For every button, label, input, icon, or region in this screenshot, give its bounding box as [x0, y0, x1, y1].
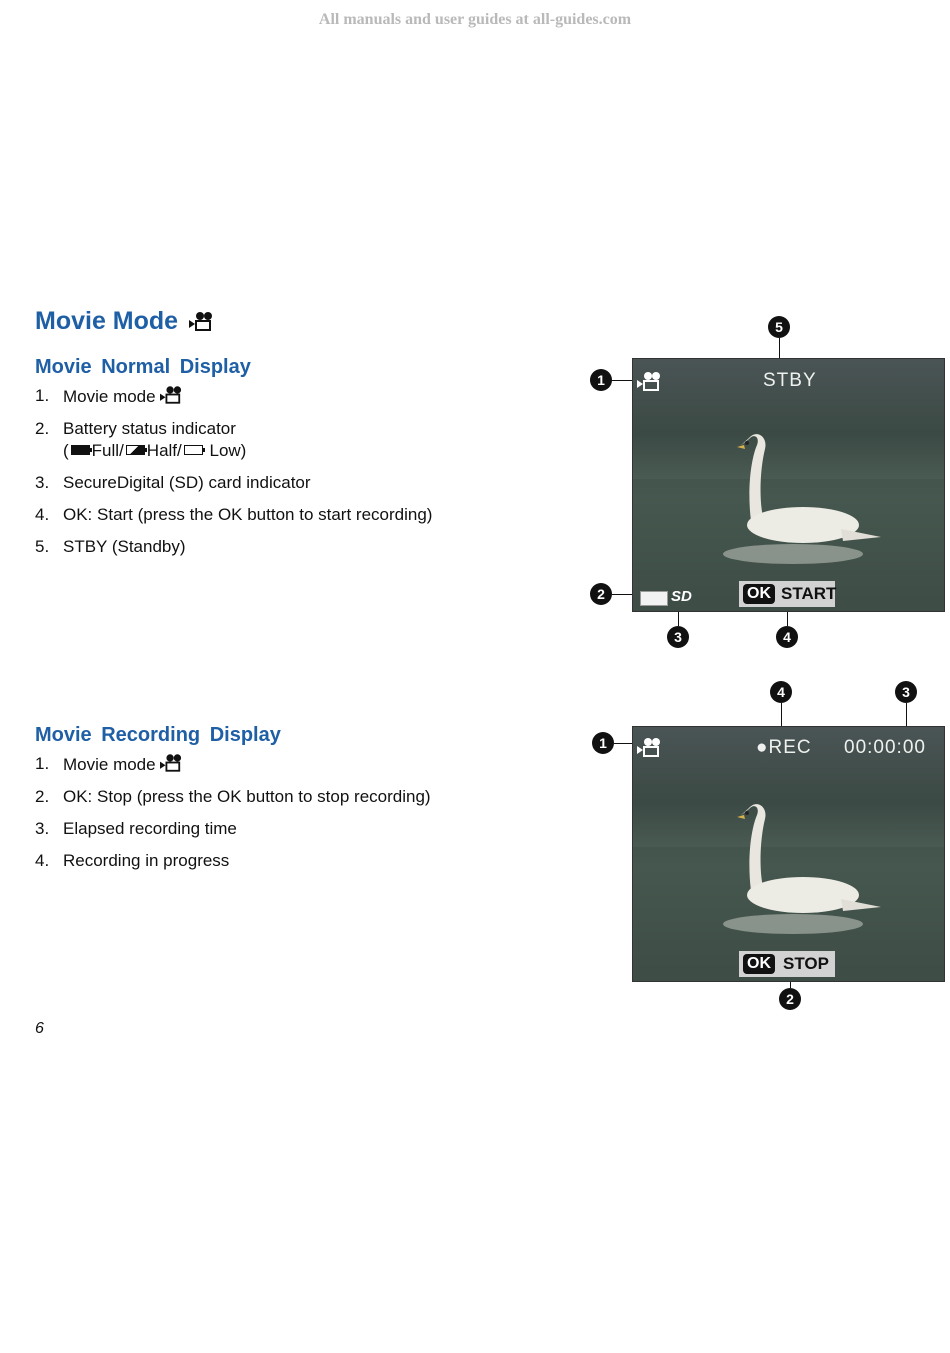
- battery-low-label: Low): [209, 441, 247, 460]
- callout-3: 3: [667, 626, 689, 648]
- normal-display-screen: [632, 358, 945, 612]
- battery-status-icon: [640, 591, 668, 606]
- item-number: 5.: [35, 537, 50, 556]
- recording-indicator: [756, 737, 812, 759]
- list-item: [35, 850, 431, 872]
- stby-indicator: STBY: [763, 370, 817, 391]
- battery-half-icon: [126, 445, 145, 455]
- heading-normal-display: Movie Normal Display: [35, 356, 251, 378]
- start-label: START: [781, 584, 837, 603]
- callout-2: 2: [779, 988, 801, 1010]
- elapsed-time: 00:00:00: [844, 737, 926, 758]
- recording-display-screen: [632, 726, 945, 982]
- battery-half-label: Half/: [146, 441, 182, 460]
- callout-4: 4: [776, 626, 798, 648]
- movie-mode-icon: [637, 737, 661, 757]
- page-number: 6: [35, 1020, 44, 1037]
- item-text: Elapsed recording time: [63, 819, 237, 838]
- list-item: [35, 472, 432, 494]
- item-number: 3.: [35, 473, 50, 492]
- watermark: All manuals and user guides at all-guides.com: [318, 11, 632, 28]
- item-number: 3.: [35, 819, 50, 838]
- list-item: [35, 418, 432, 462]
- title-text: Movie Mode: [35, 307, 179, 335]
- callout-line: [906, 703, 907, 727]
- item-text: Recording in progress: [63, 851, 230, 870]
- callout-3: 3: [895, 681, 917, 703]
- list-item: [35, 753, 431, 776]
- callout-4: 4: [770, 681, 792, 703]
- movie-camera-icon: [160, 385, 182, 404]
- recording-display-list: [35, 753, 431, 882]
- item-number: 2.: [35, 419, 50, 438]
- item-number: 4.: [35, 851, 50, 870]
- battery-full-label: Full/: [91, 441, 124, 460]
- list-item: [35, 385, 432, 408]
- list-item: [35, 536, 432, 558]
- item-number: 2.: [35, 787, 50, 806]
- movie-mode-icon: [637, 371, 661, 391]
- item-text: SecureDigital (SD) card indicator: [63, 473, 311, 492]
- item-text: Movie mode: [63, 755, 156, 774]
- ok-stop-bar: [739, 951, 835, 977]
- stop-label: STOP: [783, 954, 829, 973]
- callout-5: 5: [768, 316, 790, 338]
- page-title: [35, 307, 213, 336]
- list-item: [35, 786, 431, 808]
- item-text: Movie mode: [63, 387, 156, 406]
- callout-2: 2: [590, 583, 612, 605]
- swan-photo: [633, 359, 944, 611]
- rec-label: REC: [768, 737, 812, 758]
- movie-camera-icon: [189, 311, 213, 331]
- list-item: [35, 504, 432, 526]
- battery-low-icon: [184, 445, 203, 455]
- item-number: 1.: [35, 754, 50, 773]
- item-number: 1.: [35, 386, 50, 405]
- swan-photo: [633, 727, 944, 981]
- ok-badge: OK: [743, 954, 775, 974]
- callout-1: 1: [590, 369, 612, 391]
- heading-recording-display: Movie Recording Display: [35, 724, 281, 746]
- item-text: Battery status indicator: [63, 419, 236, 438]
- record-dot-icon: ●: [756, 737, 769, 758]
- movie-camera-icon: [160, 753, 182, 772]
- callout-line: [781, 703, 782, 727]
- ok-badge: OK: [743, 584, 775, 604]
- list-item: [35, 818, 431, 840]
- callout-1: 1: [592, 732, 614, 754]
- item-number: 4.: [35, 505, 50, 524]
- battery-full-icon: [71, 445, 90, 455]
- sd-card-icon: SD: [671, 588, 692, 605]
- item-text: OK: Stop (press the OK button to stop recording): [63, 787, 431, 806]
- item-text: OK: Start (press the OK button to start recording): [63, 505, 433, 524]
- normal-display-list: [35, 385, 432, 568]
- ok-start-bar: [739, 581, 835, 607]
- battery-legend: ( Full/ Half/ Low): [63, 441, 247, 460]
- item-text: STBY (Standby): [63, 537, 186, 556]
